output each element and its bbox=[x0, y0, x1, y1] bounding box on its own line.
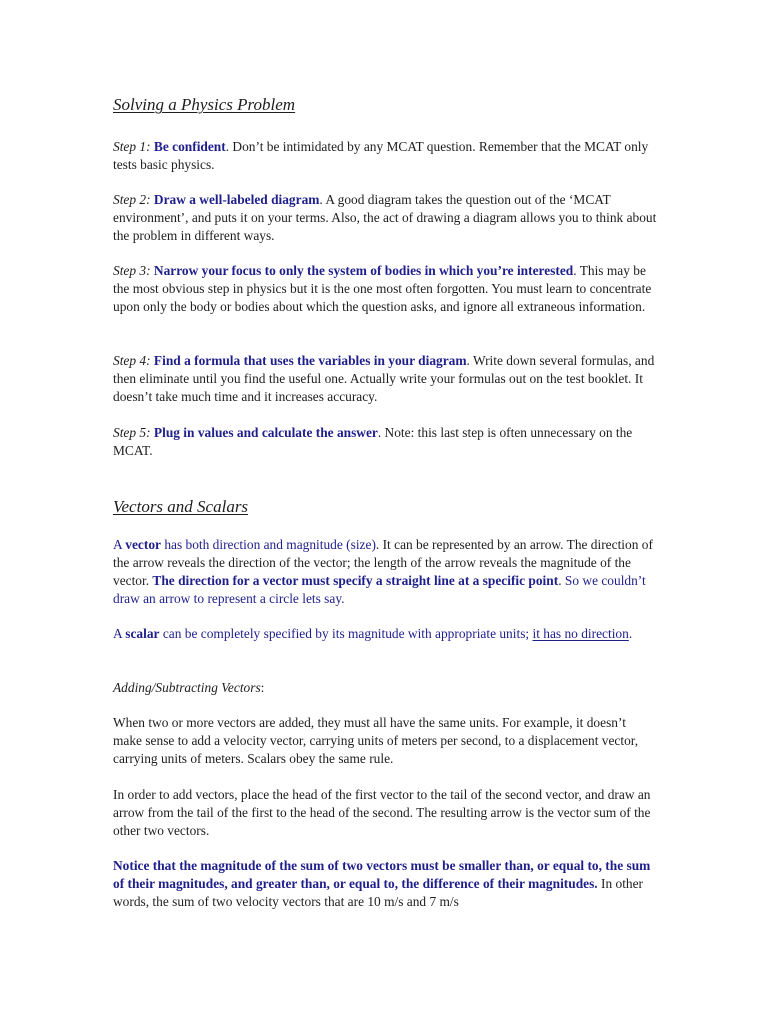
step-text: . A good diagram takes the question out of the ‘MCAT environment’, and puts it on your terms. Also, the act of drawing a diagram allows you to think about the problem in different ways. bbox=[113, 192, 657, 243]
adding-vectors-paragraph: In order to add vectors, place the head of the first vector to the tail of the second vector, and draw an arrow from the tail of the first to the head of the second. The resulting arrow is the vector sum of the other two vectors. bbox=[113, 787, 651, 838]
article: A bbox=[113, 537, 126, 552]
step-5-paragraph bbox=[113, 424, 658, 460]
step-text: . Note: this last step is often unnecessary on the MCAT. bbox=[113, 425, 633, 458]
magnitude-notice-text: In other words, the sum of two velocity vectors that are 10 m/s and 7 m/s bbox=[113, 876, 644, 909]
step-4-paragraph bbox=[113, 352, 658, 406]
step-text: . This may be the most obvious step in physics but it is the one most often forgotten. You must learn to concentrate upon only the body or bodies about which the question asks, and ignore all extraneous information. bbox=[113, 263, 652, 314]
step-heading: Plug in values and calculate the answer bbox=[153, 425, 378, 440]
step-heading: Find a formula that uses the variables in your diagram bbox=[153, 353, 467, 368]
subheading-adding-vectors bbox=[113, 679, 658, 697]
scalar-definition-paragraph bbox=[113, 625, 658, 643]
section-title-solving: Solving a Physics Problem bbox=[113, 95, 296, 114]
step-1-paragraph bbox=[113, 138, 658, 174]
step-label: Step 2: bbox=[113, 192, 151, 207]
step-2-paragraph bbox=[113, 191, 658, 245]
section-title-vectors: Vectors and Scalars bbox=[113, 497, 249, 516]
vector-text: . It can be represented by an arrow. The direction of the arrow reveals the direction of the vector; the length of the arrow reveals the magnitude of the vector. bbox=[113, 537, 653, 588]
scalar-definition: can be completely specified by its magnitude with appropriate units; bbox=[159, 626, 533, 641]
step-label: Step 4: bbox=[113, 353, 151, 368]
vector-definition-paragraph bbox=[113, 536, 658, 608]
step-heading: Be confident bbox=[153, 139, 226, 154]
term-vector: vector bbox=[125, 537, 161, 552]
vector-text-separator: . bbox=[558, 573, 565, 588]
vector-circle-note: So we couldn’t draw an arrow to represent a circle lets say. bbox=[113, 573, 646, 606]
term-scalar: scalar bbox=[125, 626, 160, 641]
units-paragraph: When two or more vectors are added, they must all have the same units. For example, it doesn’t make sense to add a velocity vector, carrying units of meters per second, to a displacement vector, carrying units of meters. Scalars obey the same rule. bbox=[113, 715, 639, 766]
step-label: Step 3: bbox=[113, 263, 151, 278]
article: A bbox=[113, 626, 126, 641]
vector-direction-rule: The direction for a vector must specify a straight line at a specific point bbox=[152, 573, 559, 588]
step-label: Step 5: bbox=[113, 425, 151, 440]
step-text: . Don’t be intimidated by any MCAT question. Remember that the MCAT only tests basic physics. bbox=[113, 139, 649, 172]
scalar-end: . bbox=[628, 626, 633, 641]
subheading-text: Adding/Subtracting Vectors bbox=[113, 680, 261, 695]
step-heading: Draw a well-labeled diagram bbox=[153, 192, 320, 207]
step-3-paragraph bbox=[113, 262, 658, 316]
vector-definition: has both direction and magnitude (size) bbox=[160, 537, 376, 552]
step-label: Step 1: bbox=[113, 139, 151, 154]
step-text: . Write down several formulas, and then eliminate until you find the useful one. Actually write your formulas out on the test booklet. It doesn’t take much time and it increases accuracy. bbox=[113, 353, 655, 404]
subheading-colon: : bbox=[260, 680, 265, 695]
scalar-no-direction: it has no direction bbox=[532, 626, 629, 641]
magnitude-notice-paragraph bbox=[113, 857, 658, 911]
magnitude-notice-bold: Notice that the magnitude of the sum of two vectors must be smaller than, or equal to, the sum of their magnitudes, and greater than, or equal to, the difference of their magnitudes. bbox=[113, 858, 651, 891]
step-heading: Narrow your focus to only the system of bodies in which you’re interested bbox=[153, 263, 574, 278]
